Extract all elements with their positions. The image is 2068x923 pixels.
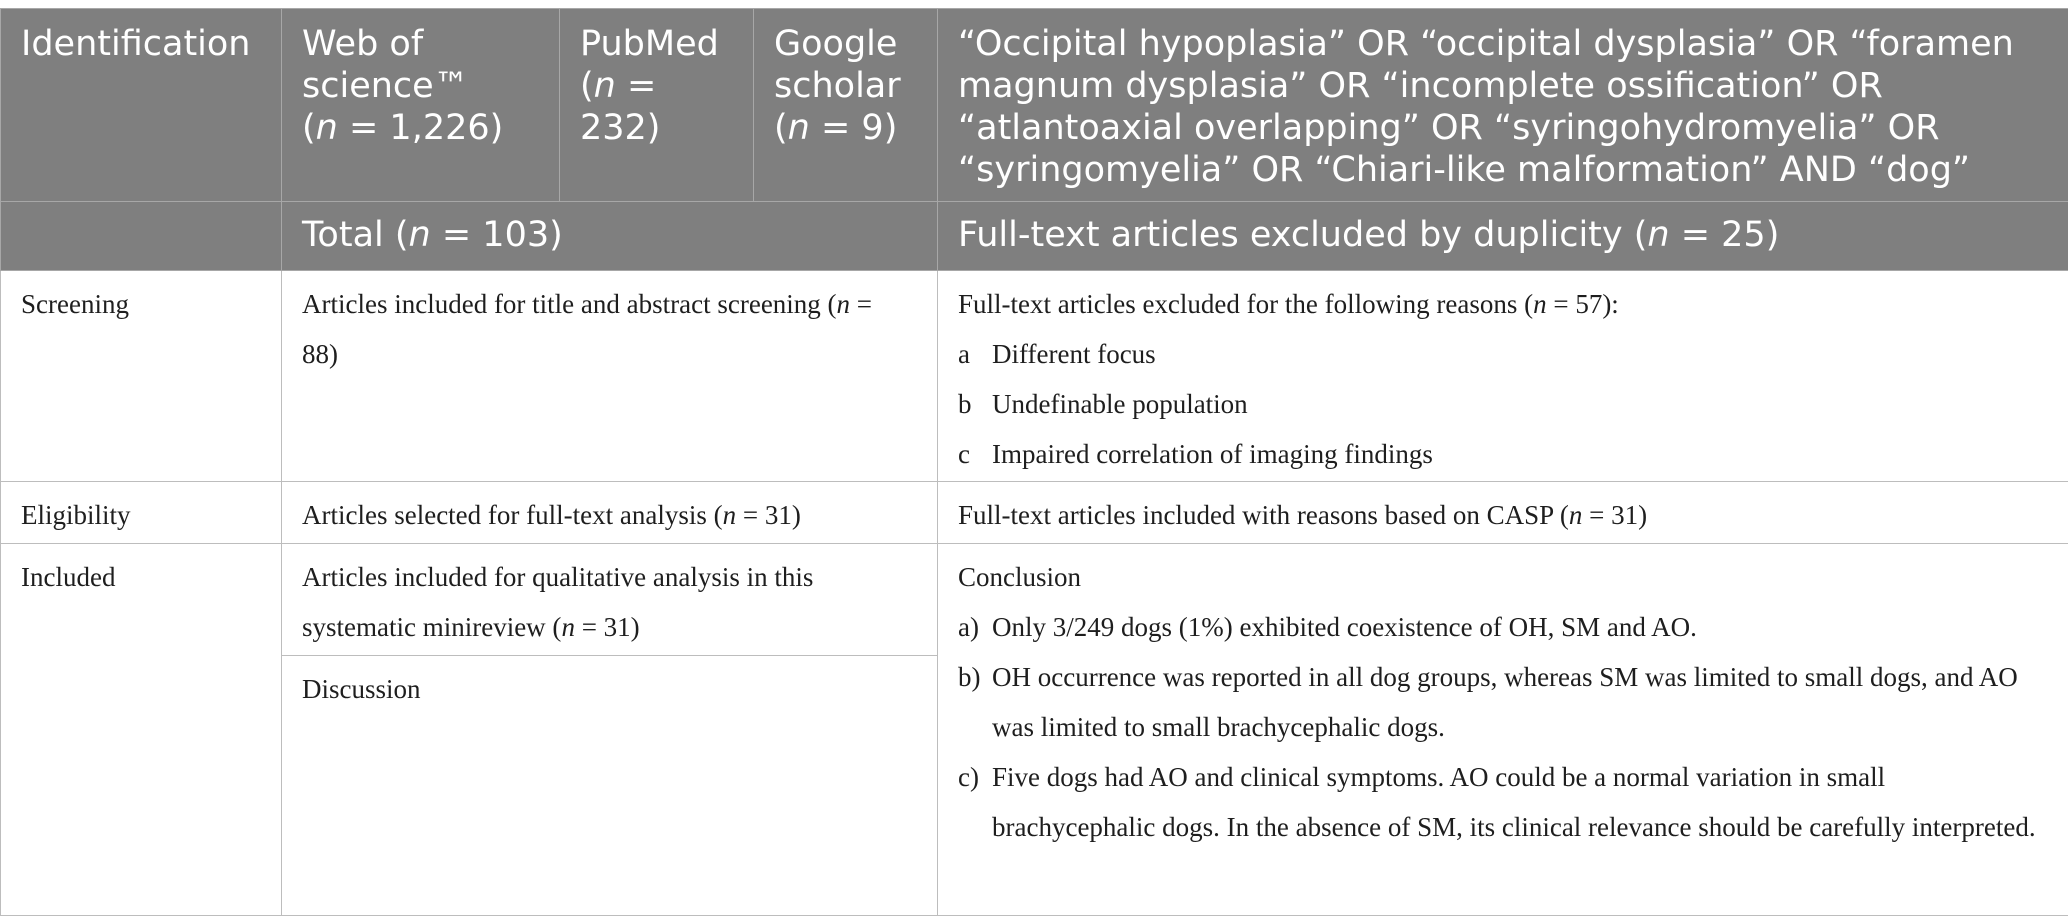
source-name: Web of [302, 24, 424, 64]
search-query: “Occipital hypoplasia” OR “occipital dysplasia” OR “foramen magnum dysplasia” OR “incomplete ossification” OR “atlantoaxial overlapping” OR “syringohydromyelia” OR “syringomyelia” OR “Chiari-like malformation” AND “dog” [938, 9, 2068, 202]
source-name: scholar [774, 66, 901, 106]
screening-articles: Articles included for title and abstract screening (n = 88) [282, 271, 938, 482]
exclusion-intro: Full-text articles excluded for the following reasons (n = 57): [958, 289, 1619, 319]
row-included [1, 544, 2068, 656]
source-count: (n = 232) [580, 66, 661, 148]
row-eligibility [1, 482, 2068, 544]
stage-label-included: Included [1, 544, 282, 916]
identification-label: Identification [1, 9, 282, 202]
eligibility-articles: Articles selected for full-text analysis (n = 31) [282, 482, 938, 544]
stage-label-screening: Screening [1, 271, 282, 482]
source-name: science™ [302, 66, 469, 106]
source-name: Google [774, 24, 898, 64]
source-web-of-science [282, 9, 560, 202]
conclusion-block [938, 544, 2068, 916]
exclusion-reason: a Different focus [958, 339, 1156, 369]
conclusion-item: b) OH occurrence was reported in all dog groups, whereas SM was limited to small dogs, and AO was limited to small brachycephalic dogs. [958, 662, 2018, 742]
source-count: (n = 9) [774, 108, 898, 148]
source-google-scholar [754, 9, 938, 202]
exclusion-reason: b Undefinable population [958, 389, 1248, 419]
stage-label-eligibility: Eligibility [1, 482, 282, 544]
conclusion-item: c) Five dogs had AO and clinical symptoms. AO could be a normal variation in small brachycephalic dogs. In the absence of SM, its clinical relevance should be carefully interpreted. [958, 762, 2036, 842]
conclusion-item: a) Only 3/249 dogs (1%) exhibited coexistence of OH, SM and AO. [958, 612, 1697, 642]
discussion-cell: Discussion [282, 656, 938, 916]
prisma-table [0, 8, 2068, 916]
exclusion-reason: c Impaired correlation of imaging findings [958, 439, 1433, 469]
eligibility-casp: Full-text articles included with reasons based on CASP (n = 31) [938, 482, 2068, 544]
source-count: (n = 1,226) [302, 108, 504, 148]
screening-exclusions [938, 271, 2068, 482]
included-articles: Articles included for qualitative analysis in this systematic minireview (n = 31) [282, 544, 938, 656]
header-row-sources [1, 9, 2068, 202]
header-row-totals [1, 202, 2068, 271]
row-screening [1, 271, 2068, 482]
total-count: Total (n = 103) [282, 202, 938, 271]
duplicity-excluded: Full-text articles excluded by duplicity (n = 25) [938, 202, 2068, 271]
conclusion-title: Conclusion [958, 562, 1082, 592]
source-name: PubMed [580, 24, 719, 64]
source-pubmed [560, 9, 754, 202]
identification-label-cont [1, 202, 282, 271]
